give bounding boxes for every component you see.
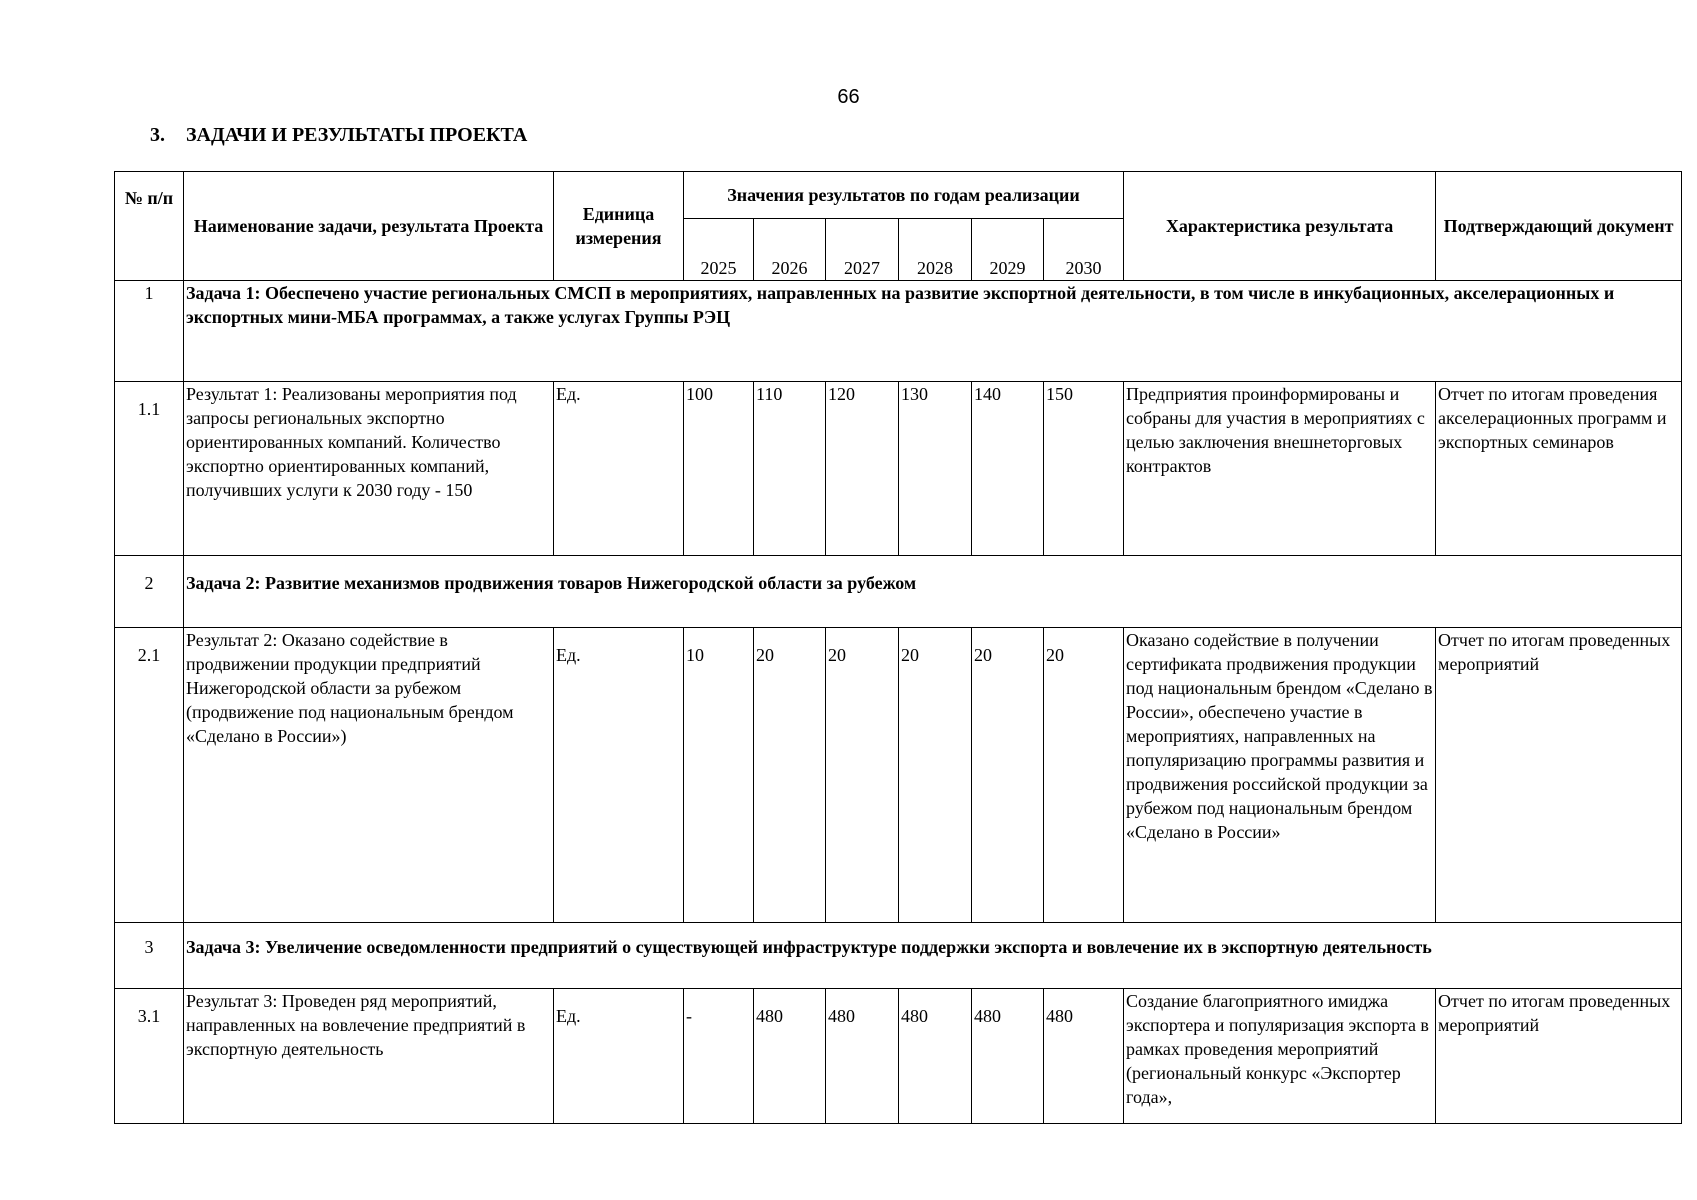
- header-name: Наименование задачи, результата Проекта: [184, 172, 554, 281]
- results-table: [114, 171, 1682, 1124]
- result-value: 110: [754, 382, 826, 556]
- page-number: 66: [837, 86, 860, 108]
- task-number: 2: [115, 556, 184, 628]
- result-name: Результат 3: Проведен ряд мероприятий, направленных на вовлечение предприятий в экспортную деятельность: [184, 989, 554, 1124]
- result-characteristic: Предприятия проинформированы и собраны для участия в мероприятиях с целью заключения внешнеторговых контрактов: [1124, 382, 1436, 556]
- result-unit: Ед.: [554, 382, 684, 556]
- result-value: 480: [826, 989, 899, 1124]
- header-year: 2029: [972, 219, 1044, 281]
- task-row: [115, 281, 1682, 382]
- result-row: [115, 628, 1682, 923]
- result-characteristic: Создание благоприятного имиджа экспортера и популяризация экспорта в рамках проведения мероприятий (региональный конкурс «Экспортер года»,: [1124, 989, 1436, 1124]
- result-value: 20: [1044, 628, 1124, 923]
- task-number: 3: [115, 923, 184, 989]
- result-value: 120: [826, 382, 899, 556]
- result-value: 480: [899, 989, 972, 1124]
- task-text: Задача 1: Обеспечено участие региональных СМСП в мероприятиях, направленных на развитие экспортной деятельности, в том числе в инкубационных, акселерационных и экспортных мини-МБА программах, а также услугах Группы РЭЦ: [184, 281, 1682, 382]
- header-num: № п/п: [115, 172, 184, 281]
- result-value: 150: [1044, 382, 1124, 556]
- result-value: 100: [684, 382, 754, 556]
- result-value: 140: [972, 382, 1044, 556]
- header-years-title: Значения результатов по годам реализации: [684, 172, 1124, 219]
- result-unit: Ед.: [554, 989, 684, 1124]
- section-number: 3.: [150, 124, 165, 146]
- header-year: 2028: [899, 219, 972, 281]
- header-unit: Единица измерения: [554, 172, 684, 281]
- result-name: Результат 1: Реализованы мероприятия под запросы региональных экспортно ориентированных компаний. Количество экспортно ориентированных компаний, получивших услуги к 2030 году - 150: [184, 382, 554, 556]
- task-text: Задача 3: Увеличение осведомленности предприятий о существующей инфраструктуре поддержки экспорта и вовлечение их в экспортную деятельность: [184, 923, 1682, 989]
- result-value: 20: [754, 628, 826, 923]
- header-document: Подтверждающий документ: [1436, 172, 1682, 281]
- result-value: 130: [899, 382, 972, 556]
- section-heading: [150, 124, 527, 147]
- task-text: Задача 2: Развитие механизмов продвижения товаров Нижегородской области за рубежом: [184, 556, 1682, 628]
- result-name: Результат 2: Оказано содействие в продвижении продукции предприятий Нижегородской области за рубежом (продвижение под национальным брендом «Сделано в России»): [184, 628, 554, 923]
- result-characteristic: Оказано содействие в получении сертификата продвижения продукции под национальным брендом «Сделано в России», обеспечено участие в мероприятиях, направленных на популяризацию программы развития и продвижения российской продукции за рубежом под национальным брендом «Сделано в России»: [1124, 628, 1436, 923]
- result-document: Отчет по итогам проведенных мероприятий: [1436, 628, 1682, 923]
- result-unit: Ед.: [554, 628, 684, 923]
- task-row: [115, 923, 1682, 989]
- result-value: -: [684, 989, 754, 1124]
- header-year: 2030: [1044, 219, 1124, 281]
- result-row: [115, 382, 1682, 556]
- task-row: [115, 556, 1682, 628]
- header-year: 2026: [754, 219, 826, 281]
- header-characteristic: Характеристика результата: [1124, 172, 1436, 281]
- result-number: 3.1: [115, 989, 184, 1124]
- result-value: 480: [972, 989, 1044, 1124]
- result-value: 20: [826, 628, 899, 923]
- task-number: 1: [115, 281, 184, 382]
- section-title: ЗАДАЧИ И РЕЗУЛЬТАТЫ ПРОЕКТА: [186, 124, 528, 146]
- header-year: 2027: [826, 219, 899, 281]
- result-number: 2.1: [115, 628, 184, 923]
- result-number: 1.1: [115, 382, 184, 556]
- result-row: [115, 989, 1682, 1124]
- result-document: Отчет по итогам проведенных мероприятий: [1436, 989, 1682, 1124]
- result-value: 480: [1044, 989, 1124, 1124]
- result-value: 480: [754, 989, 826, 1124]
- result-document: Отчет по итогам проведения акселерационных программ и экспортных семинаров: [1436, 382, 1682, 556]
- result-value: 10: [684, 628, 754, 923]
- header-row: [115, 172, 1682, 219]
- result-value: 20: [972, 628, 1044, 923]
- header-year: 2025: [684, 219, 754, 281]
- result-value: 20: [899, 628, 972, 923]
